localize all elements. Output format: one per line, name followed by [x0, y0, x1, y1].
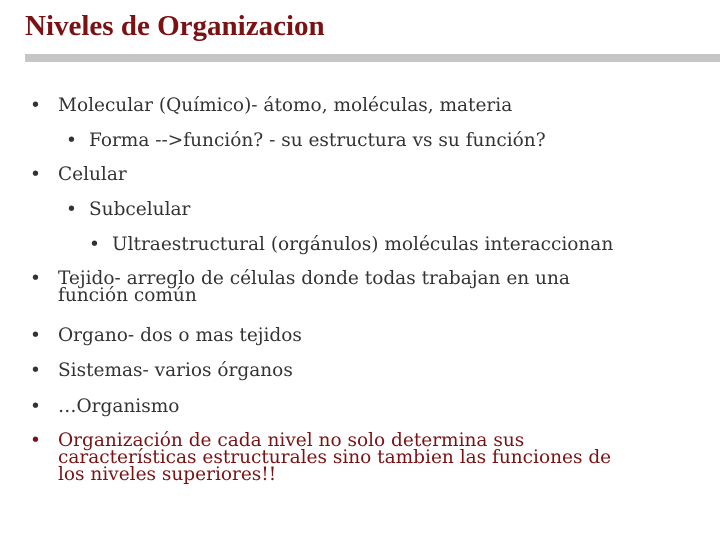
bullet-text: Ultraestructural (orgánulos) moléculas interaccionan [112, 234, 614, 255]
slide-title: Niveles de Organizacion [25, 10, 325, 42]
bullet-text-line-1: Tejido- arreglo de células donde todas trabajan en una [58, 268, 570, 289]
bullet-dot: • [30, 268, 41, 289]
bullet-dot: • [30, 430, 41, 451]
bullet-text-line-2: función común [58, 285, 197, 306]
bullet-text: Celular [58, 164, 127, 185]
bullet-dot: • [30, 396, 41, 417]
bullet-text: Organo- dos o mas tejidos [58, 325, 302, 346]
bullet-text-line-3: los niveles superiores!! [58, 464, 277, 485]
bullet-text-line-1: Organización de cada nivel no solo determina sus [58, 430, 525, 451]
bullet-dot: • [66, 130, 77, 151]
bullet-dot: • [30, 95, 41, 116]
bullet-text: Molecular (Químico)- átomo, moléculas, materia [58, 95, 513, 116]
bullet-dot: • [30, 360, 41, 381]
bullet-text-line-2: características estructurales sino tambien las funciones de [58, 447, 612, 468]
bullet-dot: • [89, 234, 100, 255]
bullet-text: Subcelular [89, 199, 191, 220]
title-underline-rule [25, 54, 720, 62]
bullet-dot: • [30, 164, 41, 185]
bullet-text: Forma -->función? - su estructura vs su función? [89, 130, 546, 151]
bullet-text: Sistemas- varios órganos [58, 360, 293, 381]
bullet-dot: • [66, 199, 77, 220]
bullet-text: …Organismo [58, 396, 180, 417]
bullet-dot: • [30, 325, 41, 346]
